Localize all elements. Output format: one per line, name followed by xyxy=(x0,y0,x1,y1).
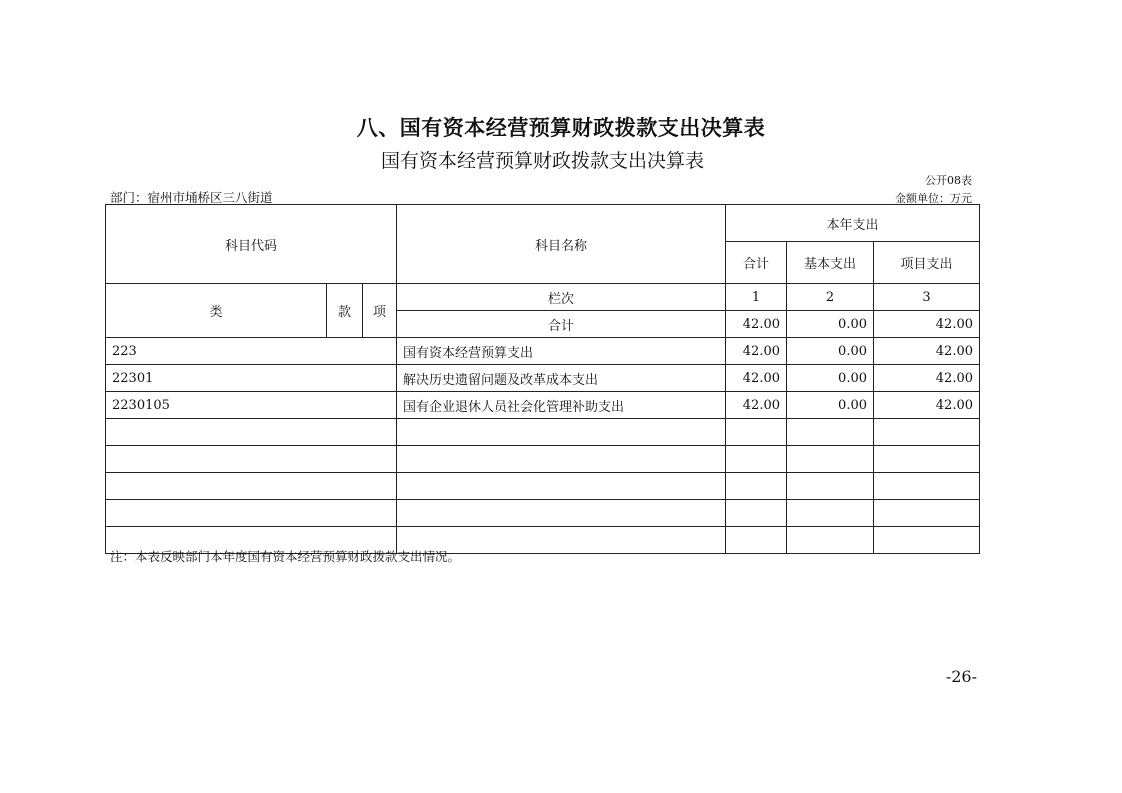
page-number: -26- xyxy=(945,667,977,686)
table-row xyxy=(106,338,980,365)
header-basic-expense: 基本支出 xyxy=(787,242,874,284)
budget-table xyxy=(105,204,980,554)
sum-total: 42.00 xyxy=(726,311,787,338)
row-project: 42.00 xyxy=(874,338,980,365)
row-basic: 0.00 xyxy=(787,338,874,365)
column-number-3: 3 xyxy=(874,284,980,311)
table-title: 国有资本经营预算财政拨款支出决算表 xyxy=(380,150,704,172)
department-label: 部门：宿州市埇桥区三八街道 xyxy=(110,190,273,205)
header-item: 项 xyxy=(363,284,397,338)
row-project: 42.00 xyxy=(874,392,980,419)
table-row xyxy=(106,392,980,419)
table-row xyxy=(106,365,980,392)
empty-row xyxy=(106,446,980,473)
header-current-year-expense: 本年支出 xyxy=(726,205,980,242)
empty-row xyxy=(106,473,980,500)
header-section: 款 xyxy=(327,284,363,338)
empty-row xyxy=(106,500,980,527)
header-class: 类 xyxy=(106,284,327,338)
column-number-2: 2 xyxy=(787,284,874,311)
header-column-order: 栏次 xyxy=(397,284,726,311)
header-row-3 xyxy=(106,284,980,311)
row-basic: 0.00 xyxy=(787,365,874,392)
header-project-expense: 项目支出 xyxy=(874,242,980,284)
row-name: 国有企业退休人员社会化管理补助支出 xyxy=(397,392,726,419)
row-total: 42.00 xyxy=(726,365,787,392)
row-name: 解决历史遗留问题及改革成本支出 xyxy=(397,365,726,392)
empty-row xyxy=(106,419,980,446)
unit-label: 金额单位：万元 xyxy=(895,192,972,205)
header-subject-name: 科目名称 xyxy=(397,205,726,284)
row-total: 42.00 xyxy=(726,392,787,419)
sum-project: 42.00 xyxy=(874,311,980,338)
header-subject-code: 科目代码 xyxy=(106,205,397,284)
row-name: 国有资本经营预算支出 xyxy=(397,338,726,365)
row-code: 223 xyxy=(106,338,397,365)
row-code: 2230105 xyxy=(106,392,397,419)
form-number: 公开08表 xyxy=(925,174,972,187)
table-note: 注：本表反映部门本年度国有资本经营预算财政拨款支出情况。 xyxy=(110,549,461,564)
page-title: 八、国有资本经营预算财政拨款支出决算表 xyxy=(356,116,766,140)
row-basic: 0.00 xyxy=(787,392,874,419)
row-project: 42.00 xyxy=(874,365,980,392)
sum-label: 合计 xyxy=(397,311,726,338)
header-row-1 xyxy=(106,205,980,242)
header-total: 合计 xyxy=(726,242,787,284)
column-number-1: 1 xyxy=(726,284,787,311)
row-code: 22301 xyxy=(106,365,397,392)
row-total: 42.00 xyxy=(726,338,787,365)
sum-basic: 0.00 xyxy=(787,311,874,338)
